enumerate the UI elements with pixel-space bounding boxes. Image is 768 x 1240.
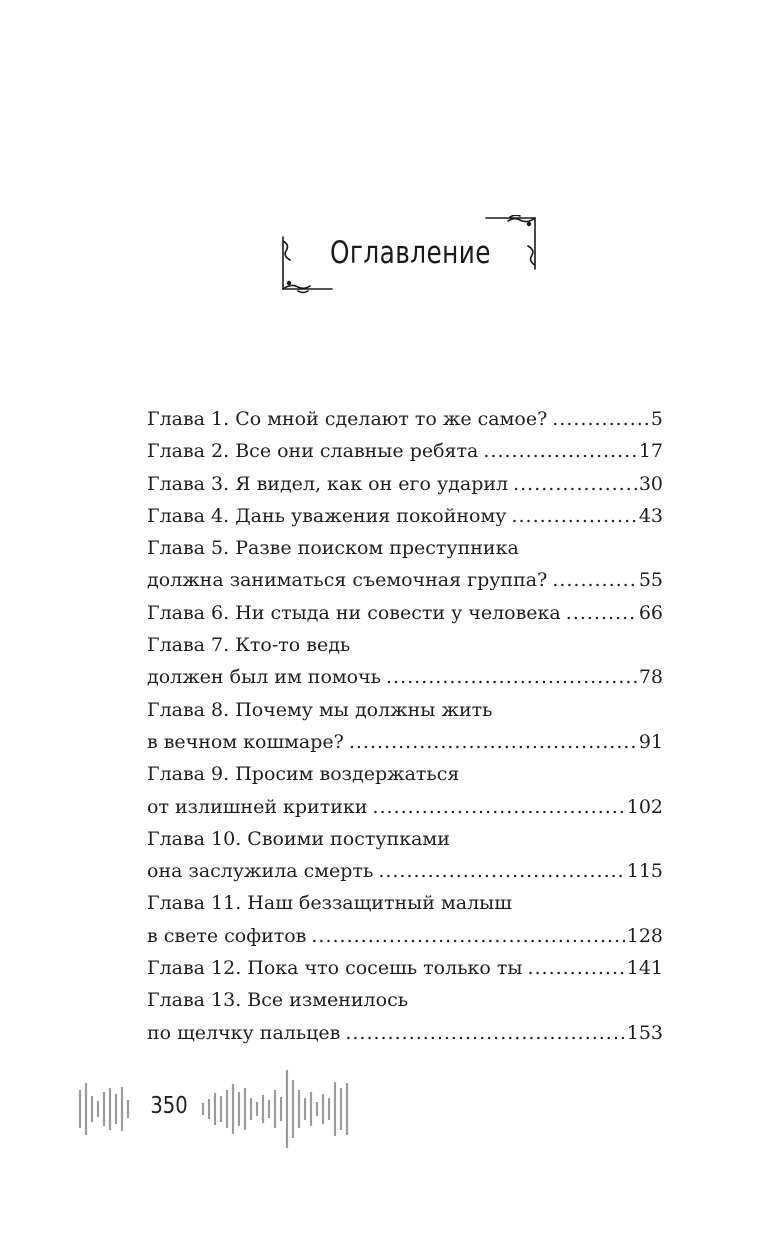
toc-line [147, 597, 663, 629]
toc-text: в вечном кошмаре? [147, 730, 344, 753]
toc-page: 66 [638, 601, 663, 624]
toc-text: Глава 2. Все они славные ребята [147, 440, 479, 463]
toc-leader [511, 500, 636, 532]
toc-page: 153 [626, 1021, 663, 1044]
toc-text: в свете софитов [147, 924, 307, 947]
toc-page: 5 [650, 408, 663, 430]
toc-line [147, 823, 663, 855]
toc-text: Глава 9. Просим воздержаться [147, 763, 460, 786]
toc-line [147, 952, 663, 984]
toc-text: Глава 5. Разве поиском преступника [147, 537, 519, 560]
toc-text: должна заниматься съемочная группа? [147, 569, 548, 592]
toc-leader [483, 435, 636, 467]
toc-text: Глава 4. Дань уважения покойному [147, 504, 507, 527]
toc-leader [311, 920, 624, 952]
toc-page: 43 [638, 504, 663, 527]
toc-text: Глава 7. Кто-то ведь [147, 634, 351, 657]
toc-page: 102 [626, 795, 663, 818]
toc-leader [386, 661, 637, 693]
toc-page: 115 [626, 860, 663, 883]
toc-line [147, 887, 663, 919]
toc-text: по щелчку пальцев [147, 1021, 341, 1044]
toc-leader [566, 597, 637, 629]
toc-line [147, 468, 663, 500]
toc-line [147, 500, 663, 532]
toc-leader [552, 564, 637, 596]
toc-line [147, 661, 663, 693]
page-number: 350 [150, 1093, 188, 1119]
toc-leader [372, 791, 624, 823]
toc-line [147, 532, 663, 564]
toc-page: 128 [626, 924, 663, 947]
toc-page: 55 [638, 569, 663, 592]
toc-text: она заслужила смерть [147, 860, 374, 883]
toc-text: Глава 1. Со мной сделают то же самое? [147, 408, 548, 430]
toc-page: 30 [638, 472, 663, 495]
toc-line [147, 758, 663, 790]
heading-frame [280, 215, 538, 295]
toc-text: от излишней критики [147, 795, 368, 818]
toc-line [147, 435, 663, 467]
toc-text: Глава 12. Пока что сосешь только ты [147, 957, 523, 980]
toc-leader [378, 855, 624, 887]
toc-line [147, 855, 663, 887]
toc-leader [552, 403, 649, 435]
toc-line [147, 1017, 663, 1049]
toc-line [147, 694, 663, 726]
toc-page: 91 [638, 730, 663, 753]
toc-text: Глава 3. Я видел, как он его ударил [147, 472, 509, 495]
toc-text: Глава 8. Почему мы должны жить [147, 698, 493, 721]
toc-line [147, 984, 663, 1016]
toc-leader [345, 1017, 624, 1049]
toc-line [147, 629, 663, 661]
table-of-contents [147, 403, 663, 1049]
sound-wave-icon [78, 1068, 353, 1150]
toc-line [147, 920, 663, 952]
toc-page: 141 [626, 957, 663, 980]
toc-leader [513, 468, 637, 500]
page-title: Оглавление [330, 235, 491, 271]
toc-text: Глава 13. Все изменилось [147, 989, 409, 1012]
toc-line [147, 791, 663, 823]
page-footer [78, 1068, 353, 1150]
toc-line [147, 564, 663, 596]
toc-leader [527, 952, 624, 984]
toc-text: Глава 10. Своими поступками [147, 827, 450, 850]
toc-text: Глава 11. Наш беззащитный малыш [147, 892, 512, 915]
toc-leader [349, 726, 637, 758]
toc-line [147, 403, 663, 435]
toc-page: 78 [638, 666, 663, 689]
toc-line [147, 726, 663, 758]
toc-text: Глава 6. Ни стыда ни совести у человека [147, 601, 561, 624]
toc-text: должен был им помочь [147, 666, 382, 689]
toc-page: 17 [638, 440, 663, 463]
